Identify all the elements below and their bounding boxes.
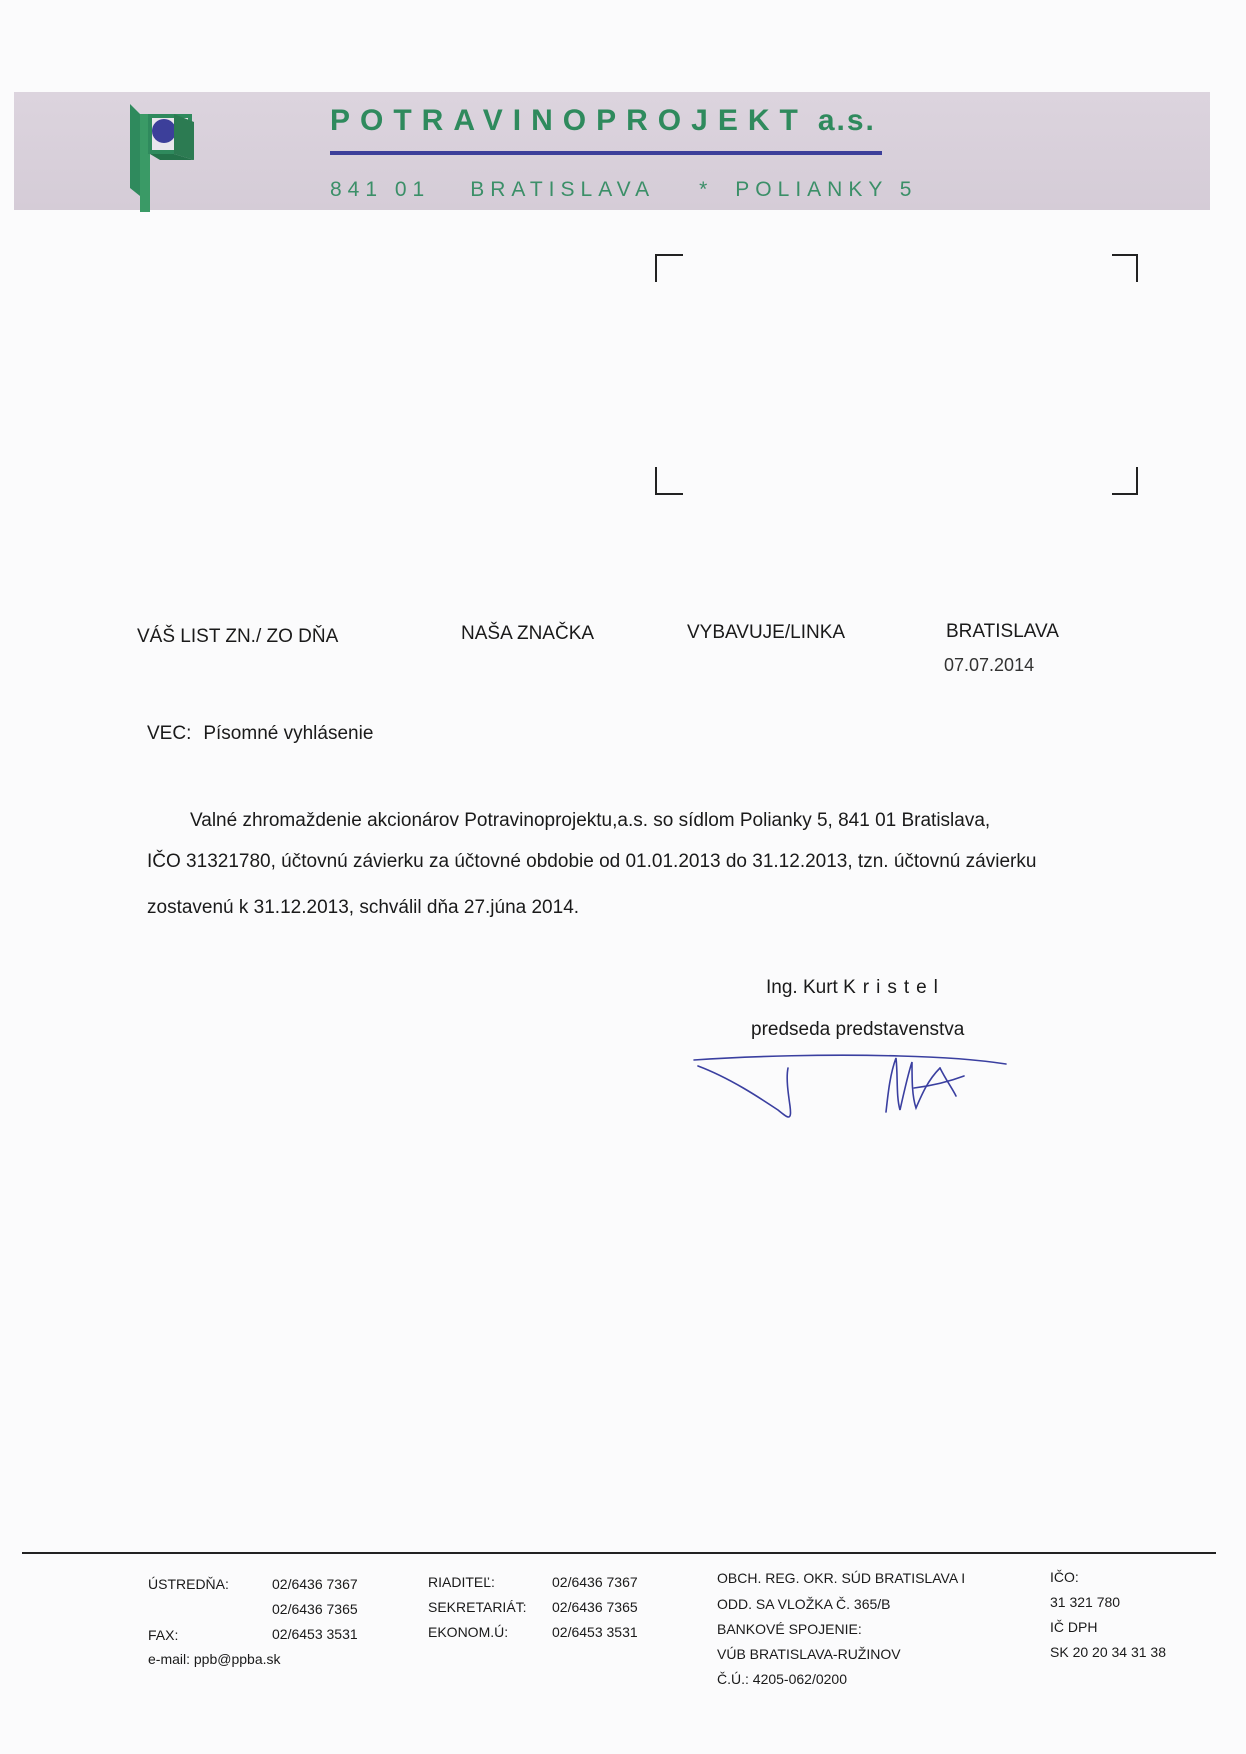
address-window-corner-top-right [1112, 254, 1138, 282]
commercial-register: OBCH. REG. OKR. SÚD BRATISLAVA I [717, 1570, 966, 1586]
secretariat-phone: 02/6436 7365 [552, 1599, 638, 1615]
company-p-logo-icon [130, 104, 194, 212]
signatory-name-prefix: Ing. Kurt [766, 977, 838, 998]
banner-divider [330, 151, 882, 155]
company-suffix: a.s. [817, 104, 876, 137]
subject-label: VEC: [147, 723, 192, 744]
postal-code: 841 01 [330, 178, 431, 201]
director-label: RIADITEĽ: [428, 1574, 495, 1590]
handwritten-signature-icon [690, 1048, 1010, 1130]
footer-divider [22, 1552, 1216, 1554]
company-name-text: POTRAVINOPROJEKT [330, 104, 808, 137]
address-separator: * [699, 178, 714, 201]
handled-by-label: VYBAVUJE/LINKA [687, 622, 846, 643]
bank-account: Č.Ú.: 4205-062/0200 [717, 1671, 847, 1687]
fax-label: FAX: [148, 1627, 179, 1643]
fax-number: 02/6453 3531 [272, 1626, 358, 1642]
subject-text: Písomné vyhlásenie [203, 723, 374, 744]
switchboard-phone-2: 02/6436 7365 [272, 1601, 358, 1617]
address-window-corner-top-left [655, 254, 683, 282]
body-line-3: zostavenú k 31.12.2013, schválil dňa 27.júna 2014. [147, 897, 580, 918]
company-address [330, 178, 917, 202]
signatory-name [766, 977, 945, 999]
register-insert: ODD. SA VLOŽKA Č. 365/B [717, 1596, 891, 1612]
ico-number: 31 321 780 [1050, 1594, 1121, 1610]
bank-label: BANKOVÉ SPOJENIE: [717, 1621, 862, 1637]
your-letter-label: VÁŠ LIST ZN./ ZO DŇA [137, 626, 339, 647]
director-phone: 02/6436 7367 [552, 1574, 638, 1590]
email-address: e-mail: ppb@ppba.sk [148, 1651, 281, 1667]
economic-dept-label: EKONOM.Ú: [428, 1624, 509, 1640]
company-name [330, 104, 876, 138]
ico-label: IČO: [1050, 1569, 1079, 1585]
vat-label: IČ DPH [1050, 1619, 1098, 1635]
address-window-corner-bottom-right [1112, 467, 1138, 495]
switchboard-phone-1: 02/6436 7367 [272, 1576, 358, 1592]
body-line-2: IČO 31321780, účtovnú závierku za účtovné obdobie od 01.01.2013 do 31.12.2013, tzn. účtovnú závierku [147, 851, 1037, 872]
vat-number: SK 20 20 34 31 38 [1050, 1644, 1166, 1660]
city: BRATISLAVA [470, 178, 656, 201]
address-window-corner-bottom-left [655, 467, 683, 495]
signatory-surname: Kristel [843, 977, 945, 998]
our-reference-label: NAŠA ZNAČKA [461, 623, 595, 644]
economic-dept-phone: 02/6453 3531 [552, 1624, 638, 1640]
bank-name: VÚB BRATISLAVA-RUŽINOV [717, 1646, 901, 1662]
secretariat-label: SEKRETARIÁT: [428, 1599, 527, 1615]
switchboard-label: ÚSTREDŇA: [148, 1576, 229, 1592]
signatory-title: predseda predstavenstva [751, 1019, 965, 1040]
street: POLIANKY 5 [735, 178, 918, 201]
letter-date: 07.07.2014 [944, 655, 1035, 675]
place-label: BRATISLAVA [946, 621, 1059, 642]
body-line-1: Valné zhromaždenie akcionárov Potravinoprojektu,a.s. so sídlom Polianky 5, 841 01 Bratislava, [190, 810, 991, 831]
subject-line [147, 723, 373, 745]
